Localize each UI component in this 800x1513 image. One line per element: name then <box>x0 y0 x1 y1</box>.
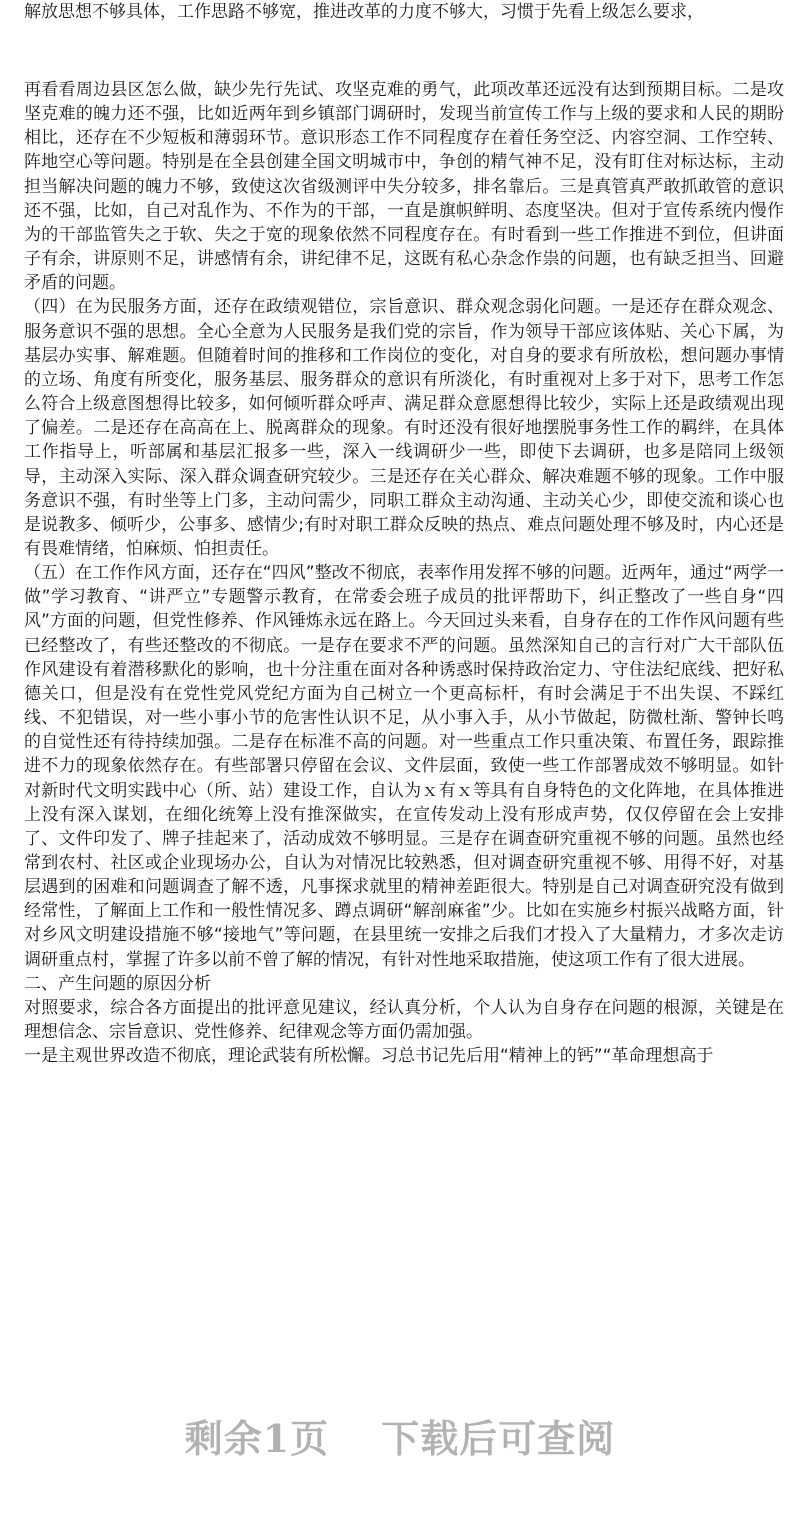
remaining-pages-label: 剩余1页 <box>184 1415 330 1461</box>
download-to-view-label: 下载后可查阅 <box>381 1415 616 1461</box>
document-body <box>24 78 784 1068</box>
partial-top-line: 解放思想不够具体，工作思路不够宽，推进改革的力度不够大，习惯于先看上级怎么要求， <box>24 2 704 22</box>
section-heading-causes: 二、产生问题的原因分析 <box>24 973 211 994</box>
paragraph-causes-intro: 对照要求，综合各方面提出的批评意见建议，经认真分析，个人认为自身存在问题的根源，关键是在理想信念、宗旨意识、党性修养、纪律观念等方面仍需加强。 <box>24 997 784 1043</box>
paragraph-continuation: 再看看周边县区怎么做，缺少先行先试、攻坚克难的勇气，此项改革还远没有达到预期目标。二是攻坚克难的魄力还不强，比如近两年到乡镇部门调研时，发现当前宣传工作与上级的要求和人民的期盼相比，还存在不少短板和薄弱环节。意识形态工作不同程度存在着任务空泛、内容空洞、工作空转、阵地空心等问题。特别是在全县创建全国文明城市中，争创的精气神不足，没有盯住对标达标，主动担当解决问题的魄力不够，致使这次省级测评中失分较多，排名靠后。三是真管真严敢抓敢管的意识还不强，比如，自己对乱作为、不作为的干部，一直是旗帜鲜明、态度坚决。但对于宣传系统内慢作为的干部监管失之于软、失之于宽的现象依然不同程度存在。有时看到一些工作推进不到位，但讲面子有余，讲原则不足，讲感情有余，讲纪律不足，这既有私心杂念作祟的问题，也有缺乏担当、回避矛盾的问题。 <box>24 80 784 294</box>
paragraph-section-five: （五）在工作作风方面，还存在“四风”整改不彻底，表率作用发挥不够的问题。近两年，通过“两学一做”学习教育、“讲严立”专题警示教育，在常委会班子成员的批评帮助下，纠正整改了一些自身“四风”方面的问题，但党性修养、作风锤炼永远在路上。今天回过头来看，自身存在的工作作风问题有些已经整改了，有些还整改的不彻底。一是存在要求不严的问题。虽然深知自己的言行对广大干部队伍作风建设有着潜移默化的影响，也十分注重在面对各种诱惑时保持政治定力、守住法纪底线、把好私德关口，但是没有在党性党风党纪方面为自己树立一个更高标杆，有时会满足于不出失误、不踩红线、不犯错误，对一些小事小节的危害性认识不足，从小事入手，从小节做起，防微杜渐、警钟长鸣的自觉性还有待持续加强。二是存在标准不高的问题。对一些重点工作只重决策、布置任务，跟踪推进不力的现象依然存在。有些部署只停留在会议、文件层面，致使一些工作部署成效不够明显。如针对新时代文明实践中心（所、站）建设工作，自认为ｘ有ｘ等具有自身特色的文化阵地，在具体推进上没有深入谋划，在细化统筹上没有推深做实，在宣传发动上没有形成声势，仅仅停留在会上安排了、文件印发了、牌子挂起来了，活动成效不够明显。三是存在调查研究重视不够的问题。虽然也经常到农村、社区或企业现场办公，自认为对情况比较熟悉，但对调查研究重视不够、用得不好，对基层遇到的困难和问题调查了解不透，凡事探求就里的精神差距很大。特别是自己对调查研究没有做到经常性，了解面上工作和一般性情况多、蹲点调研“解剖麻雀”少。比如在实施乡村振兴战略方面，针对乡风文明建设措施不够“接地气”等问题，在县里统一安排之后我们才投入了大量精力，才多次走访调研重点村，掌握了许多以前不曾了解的情况，有针对性地采取措施，使这项工作有了很大进展。 <box>24 563 784 970</box>
paragraph-cause-one: 一是主观世界改造不彻底，理论武装有所松懈。习总书记先后用“精神上的钙”“革命理想高于 <box>24 1046 714 1067</box>
paragraph-section-four: （四）在为民服务方面，还存在政绩观错位，宗旨意识、群众观念弱化问题。一是还存在群众观念、服务意识不强的思想。全心全意为人民服务是我们党的宗旨，作为领导干部应该体贴、关心下属，为基层办实事、解难题。但随着时间的推移和工作岗位的变化，对自身的要求有所放松，想问题办事情的立场、角度有所变化，服务基层、服务群众的意识有所淡化，有时重视对上多于对下，思考工作怎么符合上级意图想得比较多，如何倾听群众呼声、满足群众意愿想得比较少，实际上还是政绩观出现了偏差。二是还存在高高在上、脱离群众的现象。有时还没有很好地摆脱事务性工作的羁绊，在具体工作指导上，听部属和基层汇报多一些，深入一线调研少一些，即使下去调研，也多是陪同上级领导，主动深入实际、深入群众调查研究较少。三是还存在关心群众、解决难题不够的现象。工作中服务意识不强，有时坐等上门多，主动问需少，同职工群众主动沟通、主动关心少，即使交流和谈心也是说教多、倾听少，公事多、感情少;有时对职工群众反映的热点、难点问题处理不够及时，内心还是有畏难情绪，怕麻烦、怕担责任。 <box>24 297 784 559</box>
download-banner[interactable] <box>0 1405 800 1465</box>
